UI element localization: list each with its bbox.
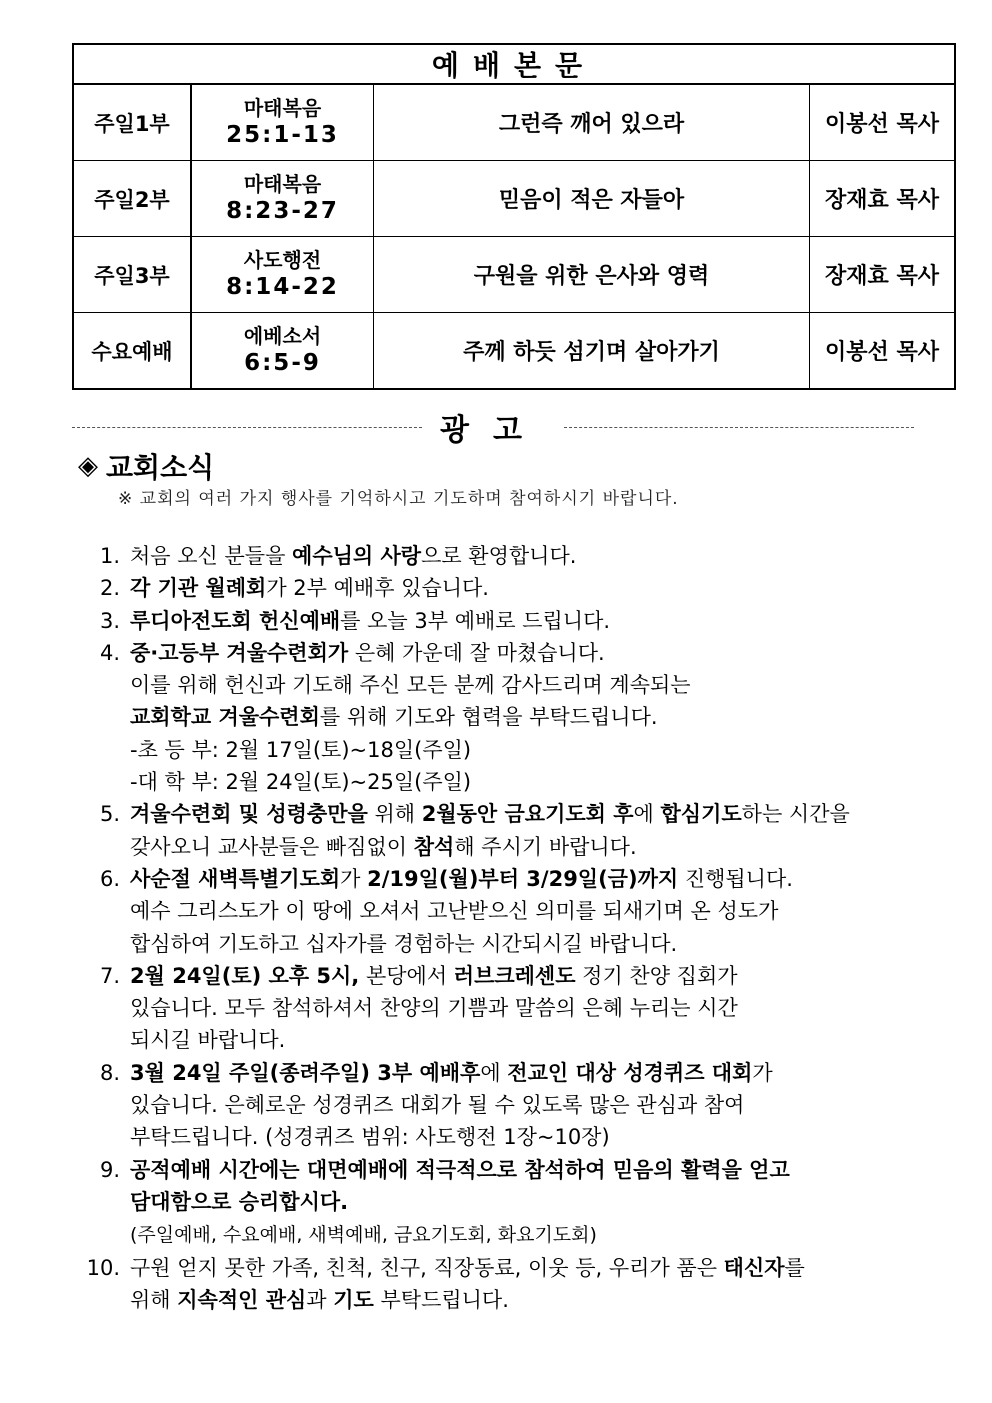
worship-row (74, 85, 954, 161)
bold-text: 지속적인 관심 (177, 1287, 307, 1312)
preacher: 이봉선 목사 (825, 340, 939, 365)
text-span: 해 주시기 바랍니다. (454, 834, 637, 859)
item-line (130, 863, 894, 895)
item-number: 7. (99, 963, 120, 988)
text-span: 은혜 가운데 잘 마쳤습니다. (348, 640, 605, 665)
scripture-cell (192, 161, 374, 236)
item-number: 5. (99, 802, 120, 827)
text-span: 부탁드립니다. (373, 1287, 509, 1312)
item-line (130, 1154, 894, 1186)
bold-text: 사순절 새벽특별기도회 (130, 866, 341, 891)
text-span: 정기 찬양 집회가 (575, 963, 738, 988)
bold-text: 교회학교 겨울수련회 (130, 705, 320, 730)
ad-header (72, 405, 914, 449)
item-line (130, 992, 894, 1024)
item-text (124, 605, 894, 637)
item-text (124, 1252, 894, 1317)
bold-text: 합심기도 (660, 802, 742, 827)
list-item (74, 863, 894, 960)
text-span: 있습니다. 모두 참석하셔서 찬양의 기쁨과 말씀의 은혜 누리는 시간 (130, 996, 738, 1021)
text-span: 위해 (367, 802, 422, 827)
scripture-ref: 25:1-13 (226, 121, 339, 148)
diamond-icon: ◈ (78, 451, 98, 481)
sermon-title: 믿음이 적은 자들아 (374, 161, 810, 236)
text-span: 를 위해 기도와 협력을 부탁드립니다. (319, 705, 658, 730)
item-text (124, 960, 894, 1057)
text-span: 를 오늘 3부 예배로 드립니다. (340, 608, 611, 633)
bold-text: 각 기관 월례회 (130, 576, 267, 601)
preacher: 이봉선 목사 (825, 112, 939, 137)
list-item (74, 798, 894, 863)
sermon-title: 구원을 위한 은사와 영력 (374, 237, 810, 312)
item-number: 4. (99, 640, 120, 665)
item-line (130, 798, 894, 830)
service-name: 주일2부 (74, 161, 192, 236)
preacher: 장재효 목사 (825, 264, 939, 289)
item-line (130, 928, 894, 960)
list-item (74, 1154, 894, 1252)
item-line (130, 1057, 894, 1089)
bold-text: 러브크레센도 (453, 963, 576, 988)
worship-row (74, 161, 954, 237)
item-line (130, 1186, 894, 1218)
service-name: 수요예배 (74, 313, 192, 388)
item-text (124, 540, 894, 572)
scripture-book: 에베소서 (243, 323, 322, 348)
text-span: 갖사오니 교사분들은 빠짐없이 (130, 834, 414, 859)
section-note: ※ 교회의 여러 가지 행사를 기억하시고 기도하며 참여하시기 바랍니다. (118, 489, 679, 509)
scripture-book: 마태복음 (243, 95, 322, 120)
item-line (130, 1218, 894, 1251)
text-span: 위해 (130, 1287, 178, 1312)
preacher: 장재효 목사 (825, 188, 939, 213)
item-number: 9. (99, 1157, 120, 1182)
item-text (124, 1057, 894, 1154)
list-item (74, 540, 894, 572)
item-text (124, 863, 894, 960)
scripture-book: 사도행전 (243, 247, 322, 272)
list-item (74, 1057, 894, 1154)
worship-row (74, 313, 954, 388)
bold-text: 공적예배 시간에는 대면예배에 적극적으로 참석하여 믿음의 활력을 얻고 (130, 1157, 790, 1182)
text-span: 하는 시간을 (741, 802, 850, 827)
item-text (124, 572, 894, 604)
scripture-cell (192, 313, 374, 388)
list-item (74, 1252, 894, 1317)
bold-text: 2월 24일(토) 오후 5시, (130, 963, 360, 988)
text-span: 를 (784, 1255, 805, 1280)
divider (564, 427, 914, 428)
scripture-book: 마태복음 (243, 171, 322, 196)
scripture-cell (192, 85, 374, 160)
item-line (130, 766, 894, 798)
item-line (130, 1089, 894, 1121)
item-text (124, 1154, 894, 1252)
worship-title: 예배본문 (74, 45, 954, 85)
bold-text: 2월동안 금요기도회 후 (421, 802, 634, 827)
item-number: 8. (99, 1060, 120, 1085)
item-line (130, 1284, 894, 1316)
bold-text: 기도 (333, 1287, 374, 1312)
text-span: 이를 위해 헌신과 기도해 주신 모든 분께 감사드리며 계속되는 (130, 673, 691, 698)
item-line (130, 669, 894, 701)
bold-text: 2/19일(월)부터 3/29일(금)까지 (367, 866, 679, 891)
list-item (74, 605, 894, 637)
item-number: 6. (99, 866, 120, 891)
text-span: (주일예배, 수요예배, 새벽예배, 금요기도회, 화요기도회) (130, 1224, 597, 1247)
text-span: 예수 그리스도가 이 땅에 오셔서 고난받으신 의미를 되새기며 온 성도가 (130, 899, 779, 924)
text-span: 에 (480, 1060, 508, 1085)
service-name: 주일3부 (74, 237, 192, 312)
item-text (124, 637, 894, 798)
bold-text: 태신자 (723, 1255, 785, 1280)
item-line (130, 1121, 894, 1153)
item-line (130, 540, 894, 572)
bold-text: 참석 (413, 834, 455, 859)
item-number: 3. (99, 608, 120, 633)
item-line (130, 637, 894, 669)
text-span: 되시길 바랍니다. (130, 1028, 286, 1053)
text-span: 에 (633, 802, 661, 827)
announcement-list (74, 540, 894, 1316)
item-number: 10. (86, 1255, 120, 1280)
text-span: 본당에서 (359, 963, 454, 988)
list-item (74, 637, 894, 798)
item-number: 1. (99, 544, 120, 568)
list-item (74, 572, 894, 604)
text-span: 가 (340, 866, 368, 891)
text-span: 진행됩니다. (678, 866, 793, 891)
text-span: 있습니다. 은혜로운 성경퀴즈 대회가 될 수 있도록 많은 관심과 참여 (130, 1093, 745, 1118)
text-span: 과 (306, 1287, 334, 1312)
item-line (130, 831, 894, 863)
item-number: 2. (99, 576, 120, 601)
item-line (130, 1024, 894, 1056)
bold-text: 중·고등부 겨울수련회가 (130, 640, 349, 665)
item-line (130, 734, 894, 766)
bold-text: 3월 24일 주일(종려주일) 3부 예배후 (130, 1060, 481, 1085)
section-title (78, 446, 214, 486)
item-line (130, 895, 894, 927)
text-span: -대 학 부: 2월 24일(토)~25일(주일) (130, 770, 472, 795)
sermon-title: 주께 하듯 섬기며 살아가기 (374, 313, 810, 388)
text-span: 가 (752, 1060, 773, 1085)
bold-text: 전교인 대상 성경퀴즈 대회 (507, 1060, 753, 1085)
ad-title: 광고 (440, 413, 546, 448)
text-span: 부탁드립니다. (성경퀴즈 범위: 사도행전 1장~10장) (130, 1125, 610, 1150)
text-span: 으로 환영합니다. (421, 544, 577, 568)
item-line (130, 1252, 894, 1284)
text-span: 가 2부 예배후 있습니다. (266, 576, 489, 601)
bold-text: 예수님의 사랑 (292, 544, 422, 568)
bold-text: 겨울수련회 및 성령충만을 (130, 802, 368, 827)
text-span: 구원 얻지 못한 가족, 친척, 친구, 직장동료, 이웃 등, 우리가 품은 (130, 1255, 724, 1280)
scripture-ref: 8:23-27 (226, 197, 339, 224)
text-span: 처음 오신 분들을 (130, 544, 293, 568)
item-line (130, 572, 894, 604)
section-title-text: 교회소식 (106, 451, 215, 484)
item-line (130, 701, 894, 733)
scripture-cell (192, 237, 374, 312)
worship-row (74, 237, 954, 313)
scripture-ref: 8:14-22 (226, 273, 339, 300)
service-name: 주일1부 (74, 85, 192, 160)
bold-text: 담대함으로 승리합시다. (130, 1189, 349, 1214)
text-span: -초 등 부: 2월 17일(토)~18일(주일) (130, 737, 472, 762)
text-span: 합심하여 기도하고 십자가를 경험하는 시간되시길 바랍니다. (130, 931, 678, 956)
sermon-title: 그런즉 깨어 있으라 (374, 85, 810, 160)
list-item (74, 960, 894, 1057)
worship-table (72, 43, 956, 390)
bold-text: 루디아전도회 헌신예배 (130, 608, 341, 633)
divider (72, 427, 422, 428)
scripture-ref: 6:5-9 (244, 349, 321, 376)
item-line (130, 960, 894, 992)
item-line (130, 605, 894, 637)
item-text (124, 798, 894, 863)
